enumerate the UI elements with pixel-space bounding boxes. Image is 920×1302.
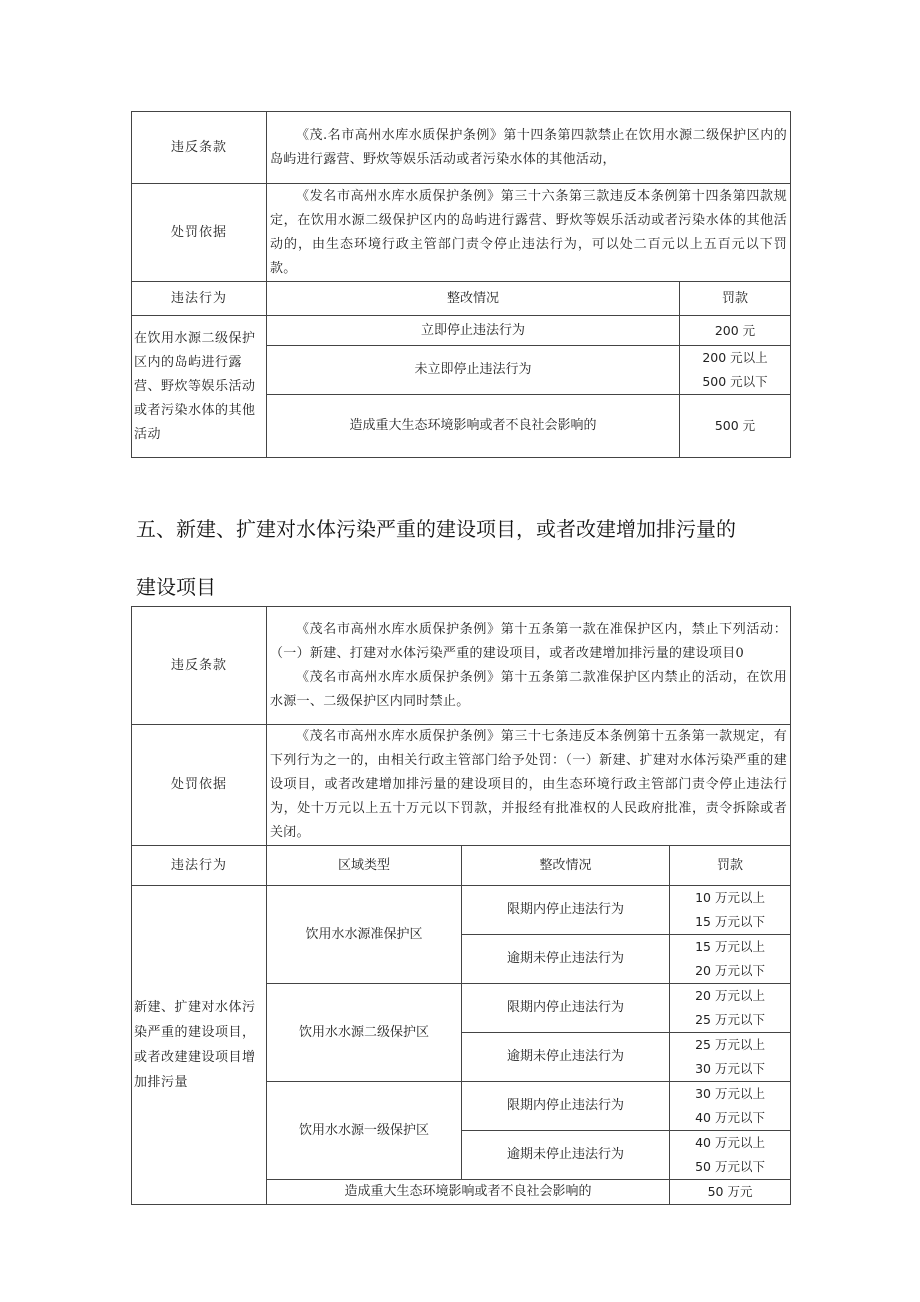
fine-line: 25 万元以上	[695, 1037, 765, 1052]
rectify-cell: 限期内停止违法行为	[462, 886, 670, 935]
fine-line: 10 万元以上	[695, 890, 765, 905]
rectify-cell: 逾期未停止违法行为	[462, 1033, 670, 1082]
label-penalty-basis: 处罚依据	[132, 184, 267, 282]
fine-line: 30 万元以下	[695, 1061, 765, 1076]
header-fine: 罚款	[670, 846, 791, 886]
fine-line: 30 万元以上	[695, 1086, 765, 1101]
header-rectify: 整改情况	[462, 846, 670, 886]
fine-line: 20 万元以下	[695, 963, 765, 978]
fine-cell	[680, 346, 791, 395]
fine-cell-serious: 50 万元	[670, 1180, 791, 1205]
fine-cell	[680, 316, 791, 346]
fine-line: 500 元	[714, 418, 756, 433]
violated-clause-text	[267, 607, 791, 725]
section-heading-line-1: 五、新建、扩建对水体污染严重的建设项目，或者改建增加排污量的	[136, 517, 736, 541]
fine-cell	[670, 935, 791, 984]
fine-line: 500 元以下	[702, 374, 768, 389]
violated-clause-text: 《茂.名市高州水库水质保护条例》第十四条第四款禁止在饮用水源二级保护区内的岛屿进行露营、野炊等娱乐活动或者污染水体的其他活动，	[267, 112, 791, 184]
fine-cell	[670, 984, 791, 1033]
rectify-cell: 限期内停止违法行为	[462, 984, 670, 1033]
fine-line: 15 万元以下	[695, 914, 765, 929]
fine-cell	[670, 1082, 791, 1131]
rectify-cell: 立即停止违法行为	[267, 316, 680, 346]
rectify-cell: 造成重大生态环境影响或者不良社会影响的	[267, 395, 680, 458]
fine-cell	[670, 886, 791, 935]
label-violated-clause: 违反条款	[132, 607, 267, 725]
label-penalty-basis: 处罚依据	[132, 725, 267, 846]
rectify-cell: 逾期未停止违法行为	[462, 1131, 670, 1180]
fine-line: 200 元	[714, 322, 756, 338]
rectify-cell-serious: 造成重大生态环境影响或者不良社会影响的	[267, 1180, 670, 1205]
header-rectify: 整改情况	[267, 282, 680, 316]
section-heading-line-2: 建设项目	[136, 575, 216, 599]
zone-cell: 饮用水水源二级保护区	[267, 984, 462, 1082]
behavior-text: 新建、扩建对水体污染严重的建设项目，或者改建建设项目增加排污量	[132, 886, 267, 1205]
clause-paragraph-2: 《茂名市高州水库水质保护条例》第十五条第二款准保护区内禁止的活动，在饮用水源一、二级保护区内同时禁止。	[270, 669, 788, 709]
penalty-basis-text: 《发名市高州水库水质保护条例》第三十六条第三款违反本条例第十四条第四款规定，在饮用水源二级保护区内的岛屿进行露营、野炊等娱乐活动或者污染水体的其他活动的，由生态环境行政主管部门责令停止违法行为，可以处二百元以上五百元以下罚款。	[267, 184, 791, 282]
rectify-cell: 未立即停止违法行为	[267, 346, 680, 395]
fine-cell	[680, 395, 791, 458]
fine-cell	[670, 1033, 791, 1082]
penalty-basis-text: 《茂名市高州水库水质保护条例》第三十七条违反本条例第十五条第一款规定，有下列行为之一的，由相关行政主管部门给予处罚：（一）新建、扩建对水体污染严重的建设项目，或者改建增加排污量的建设项目的，由生态环境行政主管部门责令停止违法行为，处十万元以上五十万元以下罚款，并报经有批准权的人民政府批准，责令拆除或者关闭。	[267, 725, 791, 846]
penalty-table-2	[131, 606, 791, 1205]
fine-line: 25 万元以下	[695, 1012, 765, 1027]
fine-line: 200 元以上	[702, 350, 768, 365]
rectify-cell: 限期内停止违法行为	[462, 1082, 670, 1131]
header-fine: 罚款	[680, 282, 791, 316]
zone-cell: 饮用水水源准保护区	[267, 886, 462, 984]
behavior-text: 在饮用水源二级保护区内的岛屿进行露营、野炊等娱乐活动或者污染水体的其他活动	[132, 316, 267, 458]
rectify-cell: 逾期未停止违法行为	[462, 935, 670, 984]
fine-line: 15 万元以上	[695, 939, 765, 954]
fine-line: 50 万元以下	[695, 1159, 765, 1174]
fine-line: 40 万元以下	[695, 1110, 765, 1125]
zone-cell: 饮用水水源一级保护区	[267, 1082, 462, 1180]
clause-paragraph-1: 《茂名市高州水库水质保护条例》第十五条第一款在准保护区内，禁止下列活动：（一）新建、打建对水体污染严重的建设项目，或者改建增加排污量的建设项目0	[270, 621, 788, 661]
header-behavior: 违法行为	[132, 282, 267, 316]
fine-line: 40 万元以上	[695, 1135, 765, 1150]
header-zone: 区域类型	[267, 846, 462, 886]
penalty-table-1	[131, 111, 791, 458]
label-violated-clause: 违反条款	[132, 112, 267, 184]
header-behavior: 违法行为	[132, 846, 267, 886]
fine-line: 20 万元以上	[695, 988, 765, 1003]
fine-cell	[670, 1131, 791, 1180]
